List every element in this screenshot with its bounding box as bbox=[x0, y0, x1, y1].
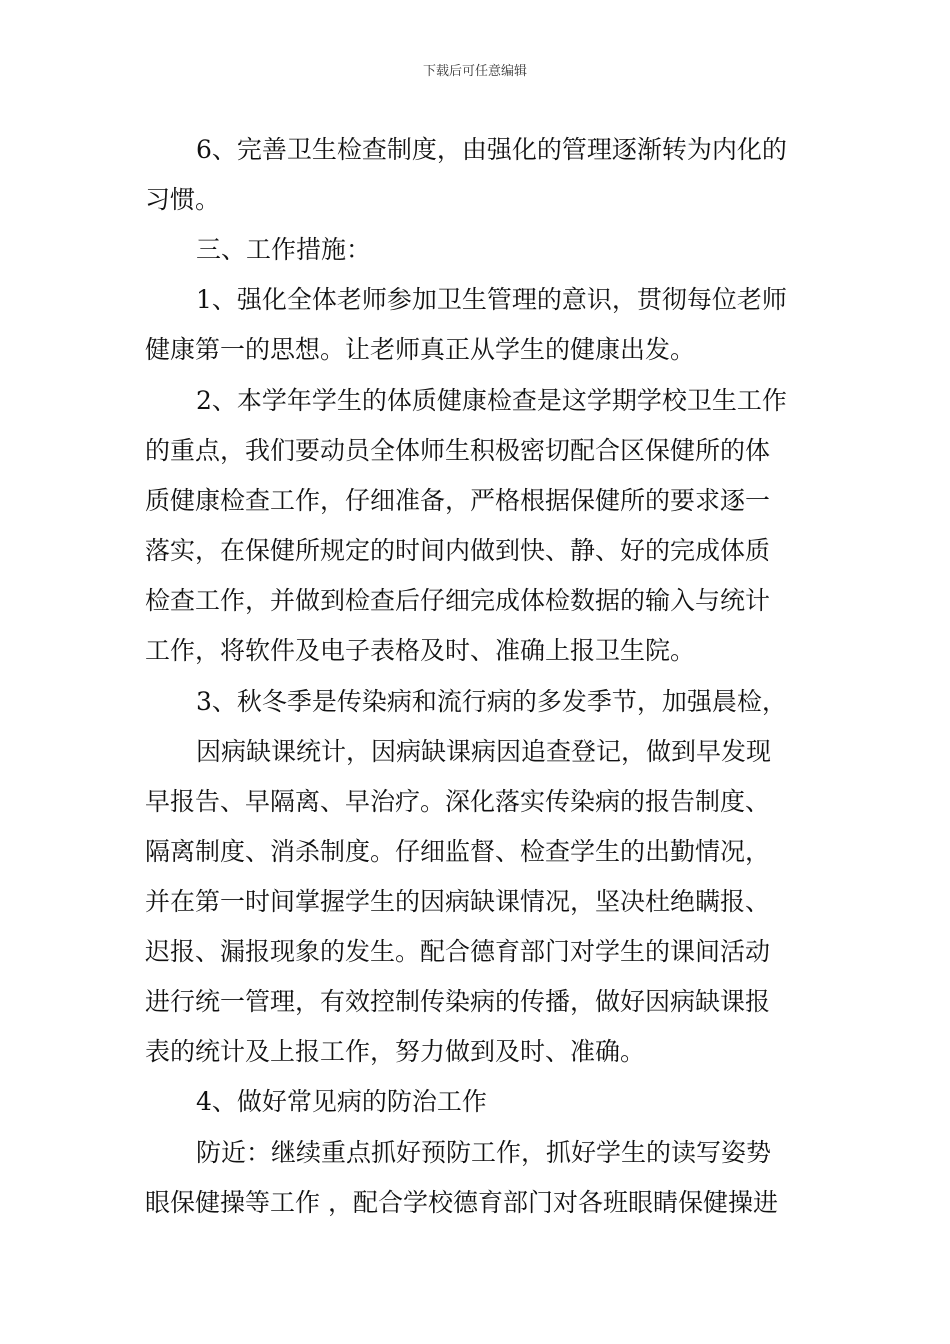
text-line: 4、做好常见病的防治工作 bbox=[196, 1087, 487, 1116]
text-line: 工作，将软件及电子表格及时、准确上报卫生院。 bbox=[145, 636, 696, 665]
text-line: 1、强化全体老师参加卫生管理的意识，贯彻每位老师 bbox=[196, 285, 787, 314]
text-line: 并在第一时间掌握学生的因病缺课情况，坚决杜绝瞒报、 bbox=[145, 887, 771, 916]
text-line: 落实，在保健所规定的时间内做到快、静、好的完成体质 bbox=[145, 536, 771, 565]
text-line: 质健康检查工作，仔细准备，严格根据保健所的要求逐一 bbox=[145, 486, 771, 515]
text-line: 习惯。 bbox=[145, 185, 221, 214]
text-line: 3、秋冬季是传染病和流行病的多发季节，加强晨检， bbox=[196, 687, 787, 716]
text-line: 表的统计及上报工作，努力做到及时、准确。 bbox=[145, 1037, 646, 1066]
text-line: 眼保健操等工作 ，配合学校德育部门对各班眼睛保健操进 bbox=[145, 1188, 778, 1217]
text-line: 因病缺课统计，因病缺课病因追查登记，做到早发现 bbox=[196, 737, 772, 766]
text-line: 早报告、早隔离、早治疗。深化落实传染病的报告制度、 bbox=[145, 787, 771, 816]
section-heading: 三、工作措施： bbox=[196, 235, 372, 264]
text-line: 防近：继续重点抓好预防工作，抓好学生的读写姿势 bbox=[196, 1138, 772, 1167]
text-line: 2、本学年学生的体质健康检查是这学期学校卫生工作 bbox=[196, 386, 787, 415]
text-line: 检查工作，并做到检查后仔细完成体检数据的输入与统计 bbox=[145, 586, 771, 615]
text-line: 迟报、漏报现象的发生。配合德育部门对学生的课间活动 bbox=[145, 937, 771, 966]
text-line: 6、完善卫生检查制度，由强化的管理逐渐转为内化的 bbox=[196, 135, 787, 164]
text-line: 隔离制度、消杀制度。仔细监督、检查学生的出勤情况， bbox=[145, 837, 771, 866]
text-line: 健康第一的思想。让老师真正从学生的健康出发。 bbox=[145, 335, 696, 364]
text-line: 的重点，我们要动员全体师生积极密切配合区保健所的体 bbox=[145, 436, 771, 465]
page-header: 下载后可任意编辑 bbox=[422, 64, 527, 79]
text-line: 进行统一管理，有效控制传染病的传播，做好因病缺课报 bbox=[145, 987, 771, 1016]
